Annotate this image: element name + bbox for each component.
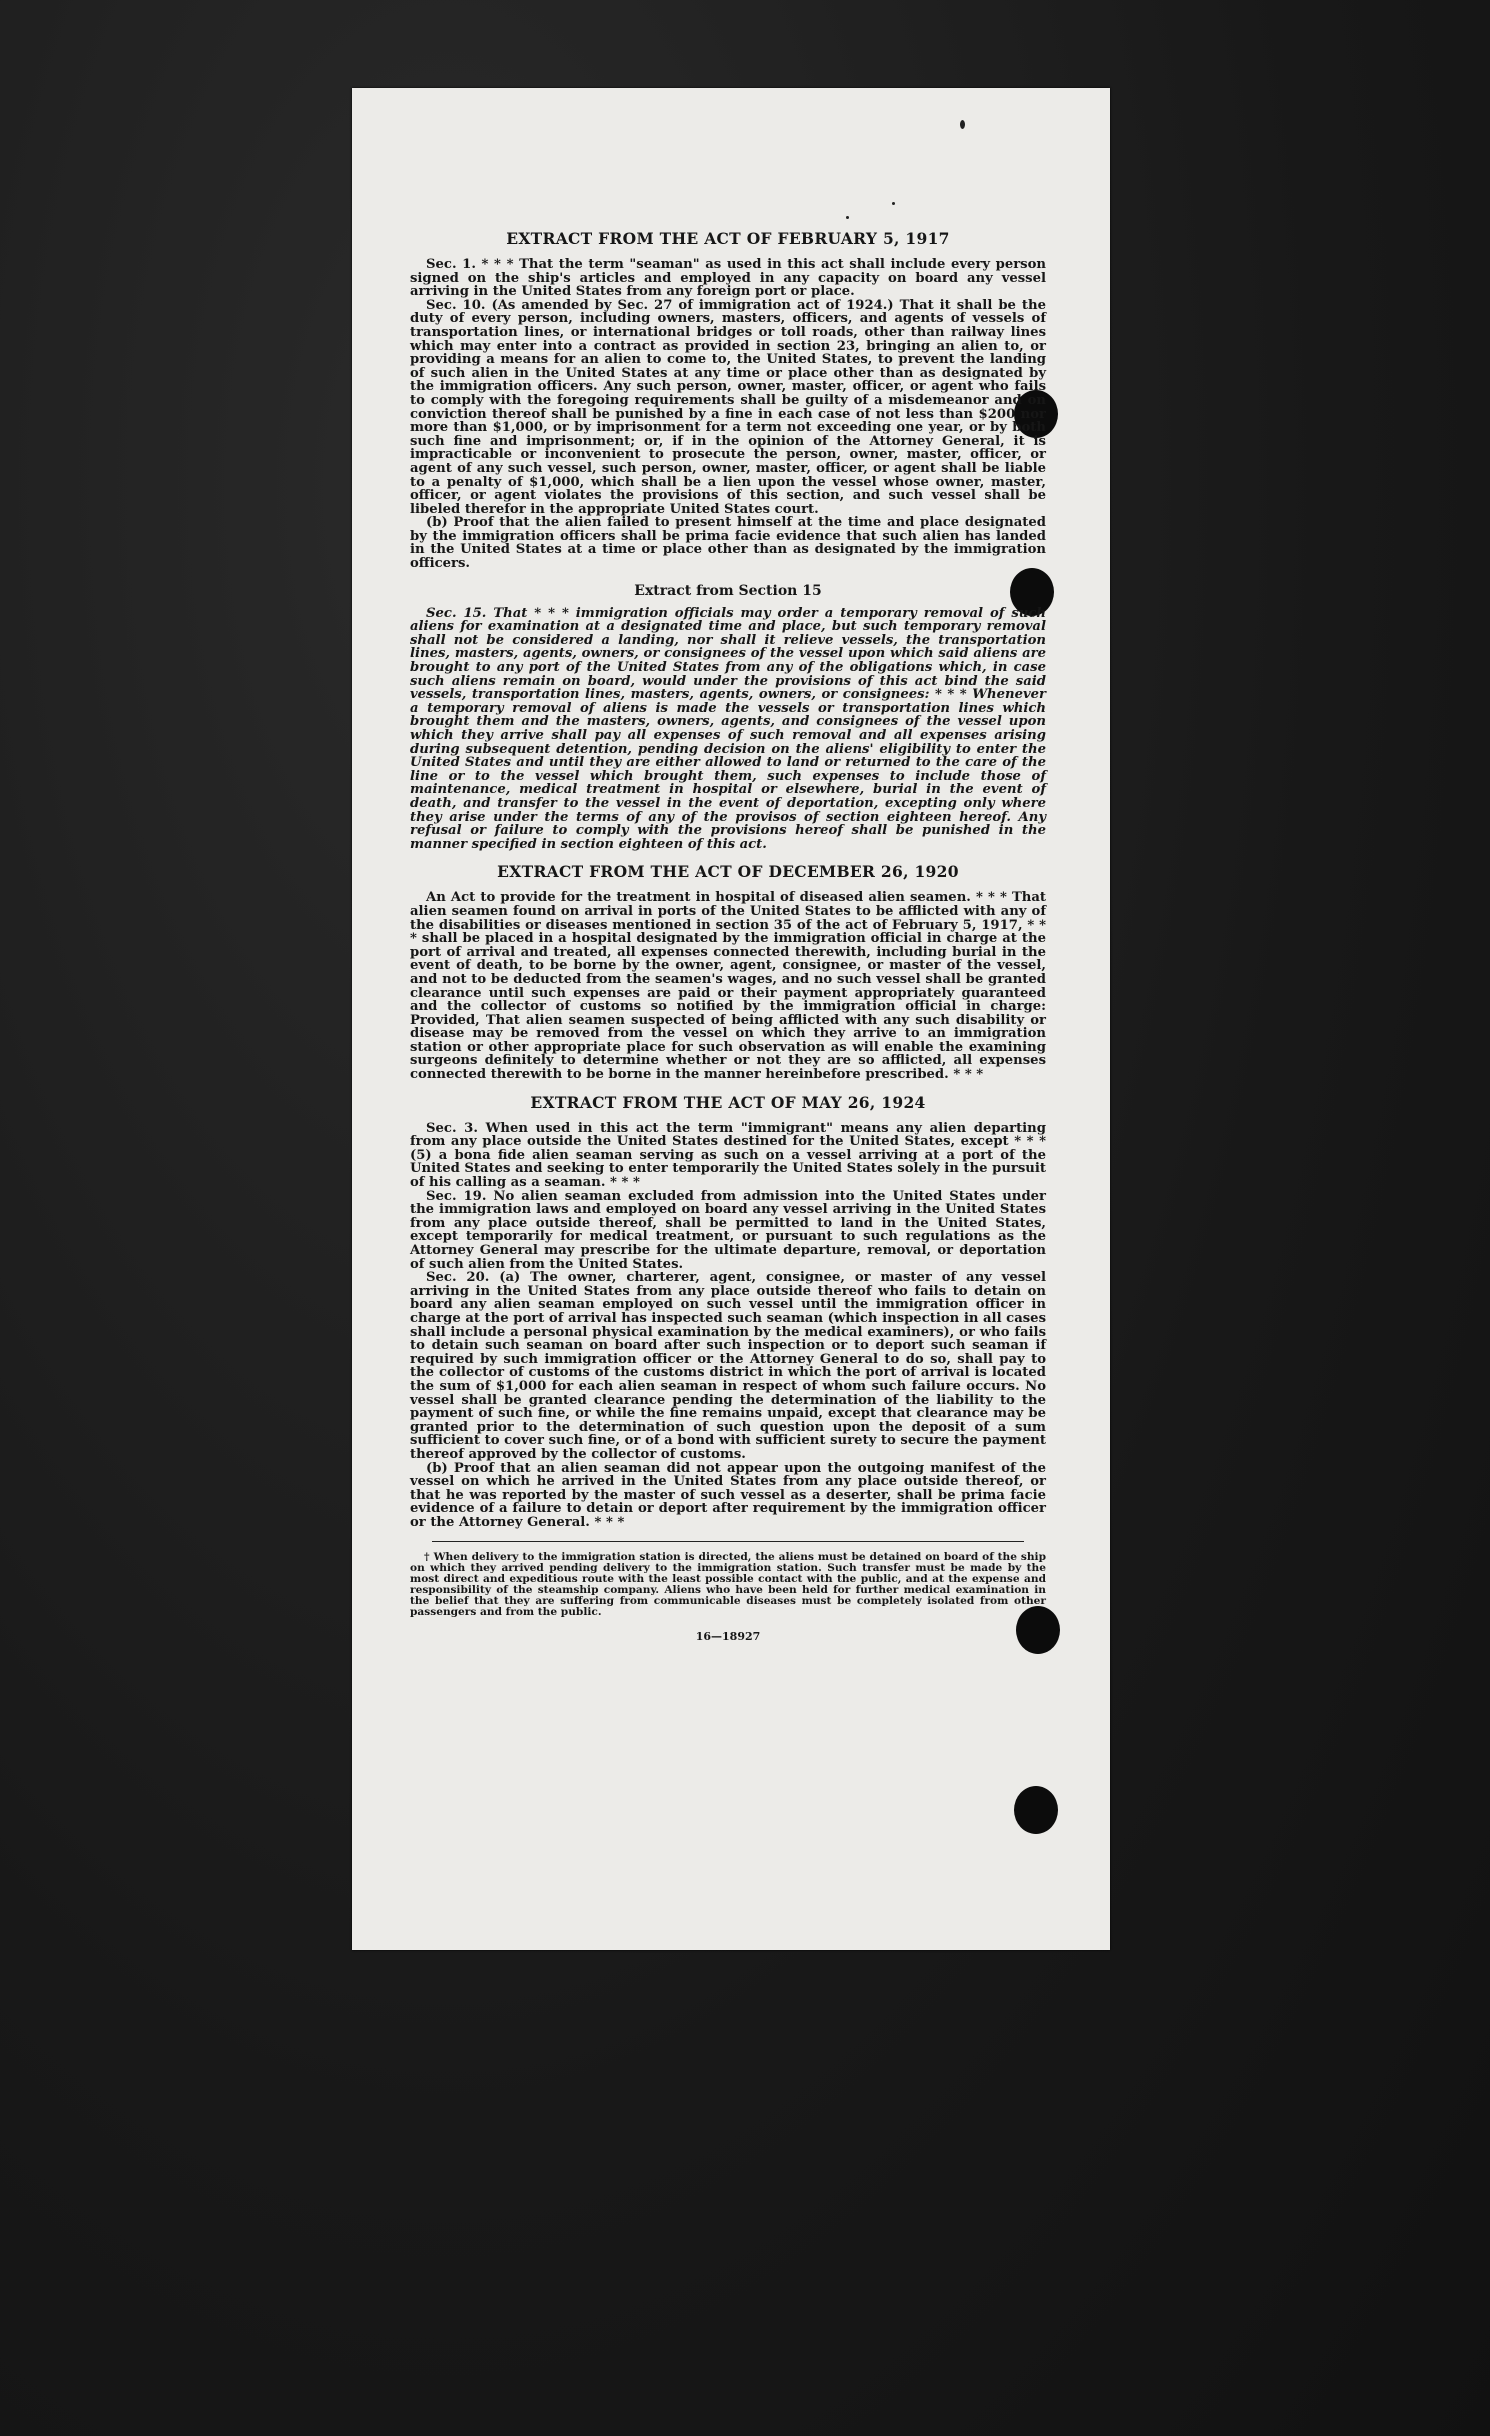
paragraph: (b) Proof that the alien failed to present himself at the time and place designated by the immigration officers shall be prima facie evidence that such alien has landed in the United States at a time or place other than as designated by the immigration officers. [410,515,1046,572]
paragraph: An Act to provide for the treatment in hospital of diseased alien seamen. * * * That alien seamen found on arrival in ports of the United States to be afflicted with any of the disabilities or diseases mentioned in section 35 of the act of February 5, 1917, * * * shall be placed in a hospital designated by the immigration official in charge at the port of arrival and treated, all expenses connected therewith, including burial in the event of death, to be borne by the owner, agent, consignee, or master of the vessel, and not to be deducted from the seamen's wages, and no such vessel shall be granted clearance until such expenses are paid or their payment appropriately guaranteed and the collector of customs so notified by the immigration official in charge: Provided, That alien seamen suspected of being afflicted with any such disability or disease may be removed from the vessel on which they arrive to an immigration station or other appropriate place for such observation as will enable the examining surgeons definitely to determine whether or not they are so afflicted, all expenses connected therewith to be borne in the manner hereinbefore prescribed. * * * [410,890,1046,1083]
paragraph: Sec. 15. That * * * immigration officials may order a temporary removal of such aliens for examination at a designated time and place, but such temporary removal shall not be considered a landing, nor shall it relieve vessels, the transportation lines, masters, agents, owners, or consignees of the vessel upon which said aliens are brought to any port of the United States from any of the obligations which, in case such aliens remain on board, would under the provisions of this act bind the said vessels, transportation lines, masters, agents, owners, or consignees: * * * Whenever a temporary removal of aliens is made the vessels or transportation lines which brought them and the masters, owners, agents, and consignees of the vessel upon which they arrive shall pay all expenses of such removal and all expenses arising during subsequent detention, pending decision on the aliens' eligibility to enter the United States and until they are either allowed to land or returned to the care of the line or to the vessel which brought them, such expenses to include those of maintenance, medical treatment in hospital or elsewhere, burial in the event of death, and transfer to the vessel in the event of deportation, excepting only where they arise under the terms of any of the provisos of section eighteen hereof. Any refusal or failure to comply with the provisions hereof shall be punished in the manner specified in section eighteen of this act. [410,605,1046,852]
paragraph: Sec. 3. When used in this act the term "immigrant" means any alien departing from any place outside the United States destined for the United States, except * * * (5) a bona fide alien seaman serving as such on a vessel arriving at a port of the United States and seeking to enter temporarily the United States solely in the pursuit of his calling as a seaman. * * * [410,1120,1046,1191]
heading-act-1924: EXTRACT FROM THE ACT OF MAY 26, 1924 [530,1092,926,1112]
paragraph: Sec. 10. (As amended by Sec. 27 of immigration act of 1924.) That it shall be the duty of every person, including owners, masters, officers, and agents of vessels of transportation lines, or international bridges or toll roads, other than railway lines which may enter into a contract as provided in section 23, bringing an alien to, or providing a means for an alien to come to, the United States, to prevent the landing of such alien in the United States at any time or place other than as designated by the immigration officers. Any such person, owner, master, officer, or agent who fails to comply with the foregoing requirements shall be guilty of a misdemeanor and on conviction thereof shall be punished by a fine in each case of not less than $200 nor more than $1,000, or by imprisonment for a term not exceeding one year, or by both such fine and imprisonment; or, if in the opinion of the Attorney General, it is impracticable or inconvenient to prosecute the person, owner, master, officer, or agent of any such vessel, such person, owner, master, officer, or agent shall be liable to a penalty of $1,000, which shall be a lien upon the vessel whose owner, master, officer, or agent violates the provisions of this section, and such vessel shall be libeled therefor in the appropriate United States court. [410,297,1046,517]
footnote: † When delivery to the immigration station is directed, the aliens must be detained on board of the ship on which they arrived pending delivery to the immigration station. Such transfer must be made by the most direct and expeditious route with the least possible contact with the public, and at the expense and responsibility of the steamship company. Aliens who have been held for further medical examination in the belief that they are suffering from communicable diseases must be completely isolated from other passengers and from the public. [410,1551,1046,1619]
punch-hole [1014,1786,1058,1834]
speck [960,120,965,129]
document-body [410,230,1046,1643]
document-page [352,88,1110,1950]
divider [432,1541,1024,1542]
paragraph: Sec. 20. (a) The owner, charterer, agent, consignee, or master of any vessel arriving in the United States from any place outside thereof who fails to detain on board any alien seaman employed on such vessel until the immigration officer in charge at the port of arrival has inspected such seaman (which inspection in all cases shall include a personal physical examination by the medical examiners), or who fails to detain such seaman on board after such inspection or to deport such seaman if required by such immigration officer or the Attorney General to do so, shall pay to the collector of customs of the customs district in which the port of arrival is located the sum of $1,000 for each alien seaman in respect of whom such failure occurs. No vessel shall be granted clearance pending the determination of the liability to the payment of such fine, or while the fine remains unpaid, except that clearance may be granted prior to the determination of such question upon the deposit of a sum sufficient to cover such fine, or of a bond with sufficient surety to secure the payment thereof approved by the collector of customs. [410,1270,1046,1462]
speck [846,216,849,219]
heading-act-1917: EXTRACT FROM THE ACT OF FEBRUARY 5, 1917 [506,229,950,248]
heading-section-15: Extract from Section 15 [634,582,822,599]
heading-act-1920: EXTRACT FROM THE ACT OF DECEMBER 26, 1920 [497,862,959,882]
speck [892,202,895,205]
form-code: 16—18927 [695,1630,761,1644]
paragraph: (b) Proof that an alien seaman did not appear upon the outgoing manifest of the vessel on which he arrived in the United States from any place outside thereof, or that he was reported by the master of such vessel as a deserter, shall be prima facie evidence of a failure to detain or deport after requirement by the immigration officer or the Attorney General. * * * [410,1460,1046,1530]
paragraph: Sec. 1. * * * That the term "seaman" as used in this act shall include every person signed on the ship's articles and employed in any capacity on board any vessel arriving in the United States from any foreign port or place. [410,257,1046,300]
paragraph: Sec. 19. No alien seaman excluded from admission into the United States under the immigration laws and employed on board any vessel arriving in the United States from any place outside thereof, shall be permitted to land in the United States, except temporarily for medical treatment, or pursuant to such regulations as the Attorney General may prescribe for the ultimate departure, removal, or deportation of such alien from the United States. [410,1188,1046,1272]
